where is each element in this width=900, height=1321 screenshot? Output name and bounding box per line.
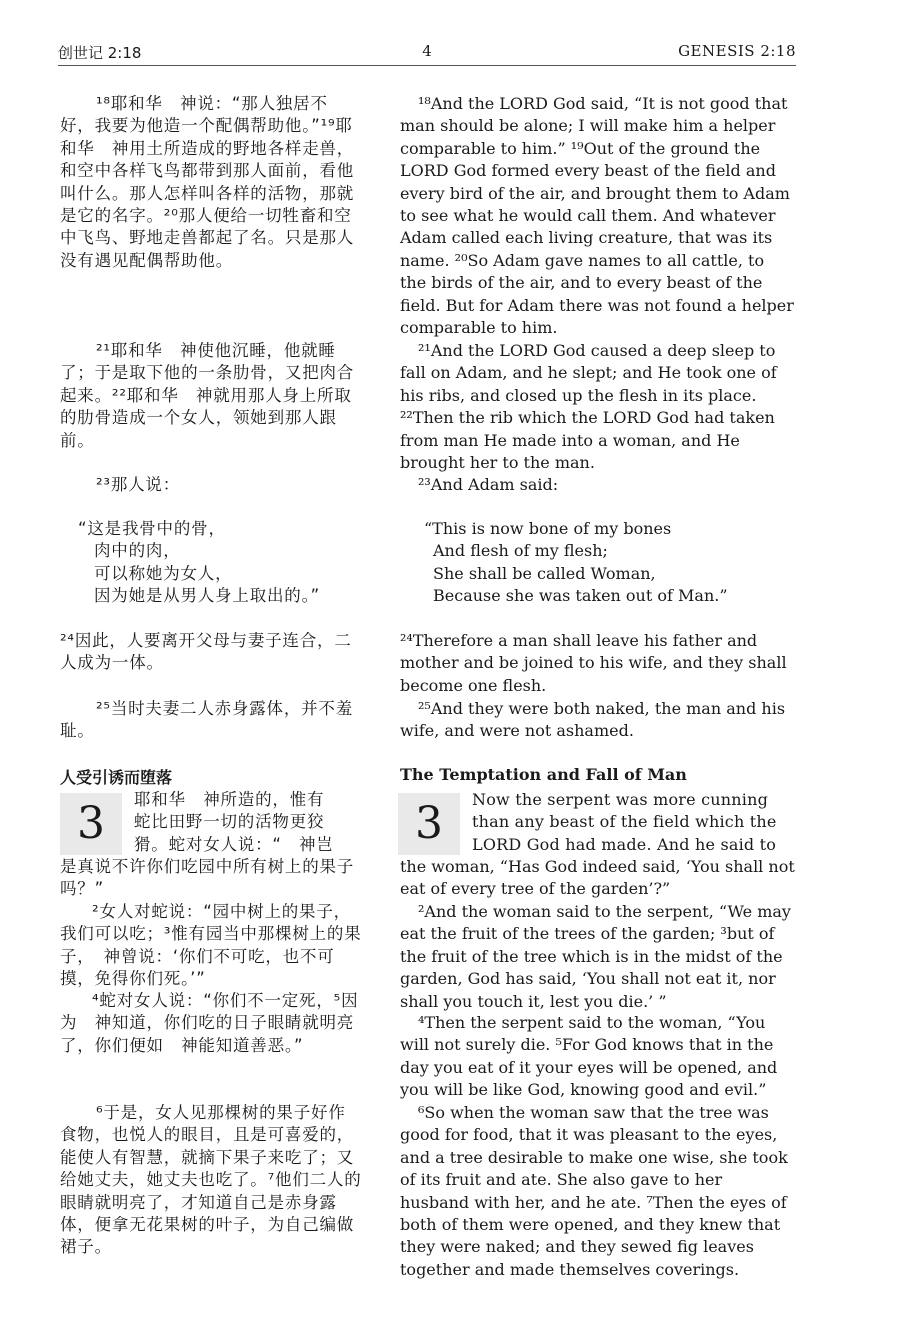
en-verse-24: ²⁴Therefore a man shall leave his father and mother and be joined to his wife, and they shall become one flesh.	[400, 631, 787, 695]
en-verses-21-22: ²¹And the LORD God caused a deep sleep to fall on Adam, and he slept; and He took one of his ribs, and closed up the flesh in its place. ²²Then the rib which the LORD God had taken from man He made into a woman, and He brought her to the man.	[400, 341, 777, 473]
page-number: 4	[422, 42, 432, 60]
en-poem-line: She shall be called Woman,	[433, 563, 656, 583]
zh-verse-1-continuation: 是真说不许你们吃园中所有树上的果子吗？”	[60, 857, 355, 899]
en-chapter-opening: Now the serpent was more cunning than any beast of the field which the LORD God had made. And he said to	[472, 790, 777, 854]
zh-verses-4-5: ⁴蛇对女人说：“你们不一定死，⁵因为 神知道，你们吃的日子眼睛就明亮了，你们便如 神能知道善恶。”	[60, 991, 359, 1055]
zh-verse-25: ²⁵当时夫妻二人赤身露体，并不羞耻。	[60, 699, 354, 741]
header-rule	[58, 65, 796, 66]
en-verses-4-5: ⁴Then the serpent said to the woman, “You will not surely die. ⁵For God knows that in the day you eat of it your eyes will be opened, and you will be like God, knowing good and evil.”	[400, 1013, 778, 1100]
en-verses-2-3: ²And the woman said to the serpent, “We may eat the fruit of the trees of the garden; ³but of the fruit of the tree which is in the midst of the garden, God has said, ‘You shall not eat it, nor shall you touch it, lest you die.’ ”	[400, 902, 791, 1011]
zh-verses-21-22: ²¹耶和华 神使他沉睡，他就睡了；于是取下他的一条肋骨，又把肉合起来。²²耶和华 神就用那人身上所取的肋骨造成一个女人，领她到那人跟前。	[60, 341, 355, 450]
zh-verses-6-7: ⁶于是，女人见那棵树的果子好作食物，也悦人的眼目，且是可喜爱的，能使人有智慧，就摘下果子来吃了；又给她丈夫，她丈夫也吃了。⁷他们二人的眼睛就明亮了，才知道自己是赤身露体，便拿无花果树的叶子，为自己编做裙子。	[60, 1103, 362, 1257]
header-english-reference: GENESIS 2:18	[678, 42, 796, 60]
en-poem-line: And flesh of my flesh;	[433, 541, 608, 561]
en-poem-line: Because she was taken out of Man.”	[433, 586, 728, 606]
zh-verse-23-intro: ²³那人说：	[96, 475, 181, 494]
en-verses-18-20: ¹⁸And the LORD God said, “It is not good that man should be alone; I will make him a helper comparable to him.” ¹⁹Out of the ground the LORD God formed every beast of the field and every bird of the air, and brought them to Adam to see what he would call them. And whatever Adam called each living creature, that was its name. ²⁰So Adam gave names to all cattle, to the birds of the air, and to every beast of the field. But for Adam there was not found a helper comparable to him.	[400, 94, 794, 338]
en-verse-23-intro: ²³And Adam said:	[418, 475, 559, 494]
zh-verses-2-3: ²女人对蛇说：“园中树上的果子，我们可以吃；³惟有园当中那棵树上的果子， 神曾说：‘你们不可吃，也不可摸，免得你们死。’”	[60, 902, 362, 989]
zh-poem-line: “这是我骨中的骨，	[78, 519, 226, 538]
en-chapter-number: 3	[398, 793, 460, 855]
en-poem	[424, 518, 784, 608]
en-section-heading: The Temptation and Fall of Man	[400, 765, 687, 784]
en-poem-line: “This is now bone of my bones	[424, 519, 672, 538]
zh-poem	[78, 518, 378, 608]
en-verse-1-continuation: the woman, “Has God indeed said, ‘You shall not eat of every tree of the garden’?”	[400, 857, 795, 899]
running-header	[58, 38, 796, 66]
zh-poem-line: 因为她是从男人身上取出的。”	[94, 586, 320, 606]
en-verses-6-7: ⁶So when the woman saw that the tree was good for food, that it was pleasant to the eyes, and a tree desirable to make one wise, she took of its fruit and ate. She also gave to her husband with her, and he ate. ⁷Then the eyes of both of them were opened, and they knew that they were naked; and they sewed fig leaves together and made themselves coverings.	[400, 1103, 788, 1279]
zh-chapter-number: 3	[60, 793, 122, 855]
zh-section-heading: 人受引诱而堕落	[60, 768, 173, 787]
zh-chapter-opening: 耶和华 神所造的，惟有 蛇比田野一切的活物更狡 猾。蛇对女人说：“ 神岂	[134, 790, 334, 854]
zh-poem-line: 肉中的肉，	[94, 541, 181, 561]
zh-poem-line: 可以称她为女人，	[94, 563, 233, 583]
zh-verse-24: ²⁴因此，人要离开父母与妻子连合，二人成为一体。	[60, 631, 352, 673]
zh-verses-18-20: ¹⁸耶和华 神说：“那人独居不好，我要为他造一个配偶帮助他。”¹⁹耶和华 神用土所造成的野地各样走兽，和空中各样飞鸟都带到那人面前，看他叫什么。那人怎样叫各样的活物，那就是它的名字。²⁰那人便给一切牲畜和空中飞鸟、野地走兽都起了名。只是那人没有遇见配偶帮助他。	[60, 94, 355, 270]
en-verse-25: ²⁵And they were both naked, the man and his wife, and were not ashamed.	[400, 699, 786, 741]
header-chinese-reference: 创世记 2:18	[58, 44, 142, 62]
